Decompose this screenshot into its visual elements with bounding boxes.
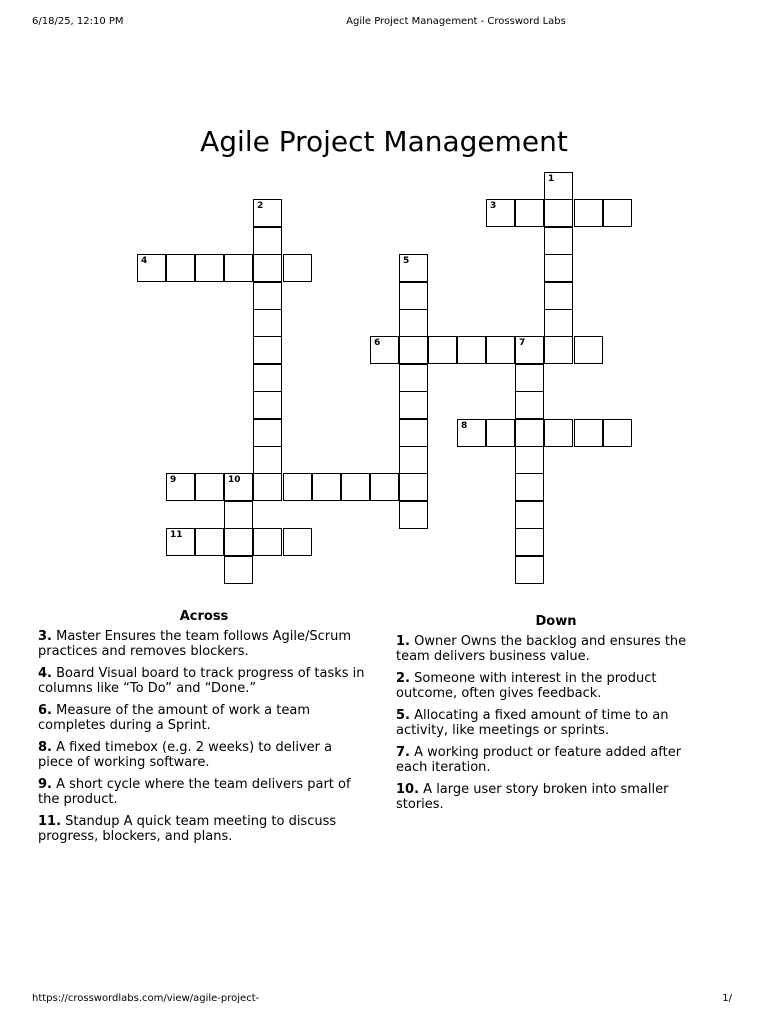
across-heading: Across bbox=[179, 609, 229, 624]
grid-cell[interactable] bbox=[399, 309, 428, 337]
grid-cell[interactable] bbox=[544, 254, 573, 282]
grid-cell[interactable] bbox=[515, 199, 544, 227]
grid-cell[interactable] bbox=[544, 336, 573, 364]
cell-number: 10 bbox=[228, 475, 241, 485]
grid-cell[interactable] bbox=[428, 336, 457, 364]
grid-cell[interactable] bbox=[544, 282, 573, 310]
clue-number: 10. bbox=[396, 782, 420, 797]
grid-cell[interactable] bbox=[515, 419, 544, 447]
grid-cell[interactable] bbox=[253, 309, 282, 337]
grid-cell[interactable] bbox=[253, 528, 282, 556]
clue-text: A fixed timebox (e.g. 2 weeks) to deliver a piece of working software. bbox=[38, 740, 333, 770]
grid-cell[interactable] bbox=[224, 528, 253, 556]
grid-cell-6[interactable] bbox=[370, 336, 399, 364]
print-footer-url: https://crosswordlabs.com/view/agile-project- bbox=[32, 993, 260, 1004]
grid-cell[interactable] bbox=[195, 254, 224, 282]
grid-cell[interactable] bbox=[399, 501, 428, 529]
grid-cell[interactable] bbox=[253, 282, 282, 310]
clue-down-5 bbox=[396, 708, 716, 738]
grid-cell[interactable] bbox=[224, 556, 253, 584]
grid-cell[interactable] bbox=[399, 364, 428, 392]
puzzle-title: Agile Project Management bbox=[200, 124, 568, 158]
cell-number: 11 bbox=[170, 530, 183, 540]
clue-down-2 bbox=[396, 671, 716, 701]
grid-cell[interactable] bbox=[253, 364, 282, 392]
cell-number: 2 bbox=[257, 201, 264, 211]
grid-cell-11[interactable] bbox=[166, 528, 195, 556]
clue-number: 11. bbox=[38, 814, 62, 829]
clue-number: 1. bbox=[396, 634, 410, 649]
grid-cell[interactable] bbox=[399, 282, 428, 310]
grid-cell[interactable] bbox=[341, 473, 370, 501]
down-clues bbox=[396, 614, 716, 819]
cell-number: 3 bbox=[490, 201, 497, 211]
clue-number: 7. bbox=[396, 745, 410, 760]
clue-text: Master Ensures the team follows Agile/Scrum practices and removes blockers. bbox=[38, 629, 352, 659]
grid-cell[interactable] bbox=[515, 473, 544, 501]
clue-down-1 bbox=[396, 634, 716, 664]
grid-cell[interactable] bbox=[603, 419, 632, 447]
grid-cell[interactable] bbox=[195, 528, 224, 556]
grid-cell-5[interactable] bbox=[399, 254, 428, 282]
grid-cell[interactable] bbox=[486, 336, 515, 364]
cell-number: 9 bbox=[170, 475, 177, 485]
grid-cell[interactable] bbox=[166, 254, 195, 282]
clue-across-3 bbox=[38, 629, 370, 659]
grid-cell[interactable] bbox=[283, 473, 312, 501]
clue-number: 5. bbox=[396, 708, 410, 723]
across-clues bbox=[38, 609, 370, 851]
grid-cell-10[interactable] bbox=[224, 473, 253, 501]
grid-cell[interactable] bbox=[515, 446, 544, 474]
clue-text: Board Visual board to track progress of tasks in columns like “To Do” and “Done.” bbox=[38, 666, 365, 696]
clue-number: 4. bbox=[38, 666, 52, 681]
clue-number: 9. bbox=[38, 777, 52, 792]
grid-cell[interactable] bbox=[515, 556, 544, 584]
grid-cell[interactable] bbox=[544, 419, 573, 447]
grid-cell[interactable] bbox=[253, 419, 282, 447]
grid-cell[interactable] bbox=[224, 501, 253, 529]
grid-cell[interactable] bbox=[283, 254, 312, 282]
grid-cell[interactable] bbox=[515, 501, 544, 529]
grid-cell-7[interactable] bbox=[515, 336, 544, 364]
grid-cell[interactable] bbox=[253, 391, 282, 419]
print-page-number: 1/ bbox=[722, 993, 732, 1004]
grid-cell[interactable] bbox=[574, 336, 603, 364]
cell-number: 1 bbox=[548, 174, 555, 184]
clue-across-8 bbox=[38, 740, 370, 770]
print-page-title: Agile Project Management - Crossword Labs bbox=[346, 16, 566, 27]
grid-cell-2[interactable] bbox=[253, 199, 282, 227]
grid-cell-1[interactable] bbox=[544, 172, 573, 200]
print-datetime: 6/18/25, 12:10 PM bbox=[32, 16, 124, 27]
clue-text: Measure of the amount of work a team completes during a Sprint. bbox=[38, 703, 311, 733]
clue-text: A short cycle where the team delivers part of the product. bbox=[38, 777, 351, 807]
cell-number: 7 bbox=[519, 338, 526, 348]
grid-cell[interactable] bbox=[253, 336, 282, 364]
grid-cell[interactable] bbox=[224, 254, 253, 282]
clue-across-11 bbox=[38, 814, 370, 844]
grid-cell[interactable] bbox=[457, 336, 486, 364]
grid-cell[interactable] bbox=[603, 199, 632, 227]
clue-text: Someone with interest in the product outcome, often gives feedback. bbox=[396, 671, 657, 701]
grid-cell[interactable] bbox=[544, 199, 573, 227]
grid-cell[interactable] bbox=[195, 473, 224, 501]
clue-text: A large user story broken into smaller stories. bbox=[396, 782, 669, 812]
grid-cell[interactable] bbox=[399, 336, 428, 364]
grid-cell[interactable] bbox=[574, 419, 603, 447]
clue-text: Standup A quick team meeting to discuss progress, blockers, and plans. bbox=[38, 814, 337, 844]
grid-cell-3[interactable] bbox=[486, 199, 515, 227]
grid-cell[interactable] bbox=[544, 309, 573, 337]
cell-number: 5 bbox=[403, 256, 410, 266]
grid-cell[interactable] bbox=[283, 528, 312, 556]
clue-number: 2. bbox=[396, 671, 410, 686]
clue-number: 8. bbox=[38, 740, 52, 755]
cell-number: 4 bbox=[141, 256, 148, 266]
grid-cell[interactable] bbox=[312, 473, 341, 501]
clue-text: Allocating a fixed amount of time to an activity, like meetings or sprints. bbox=[396, 708, 669, 738]
grid-cell[interactable] bbox=[574, 199, 603, 227]
clue-across-4 bbox=[38, 666, 370, 696]
grid-cell[interactable] bbox=[544, 227, 573, 255]
grid-cell[interactable] bbox=[399, 419, 428, 447]
grid-cell[interactable] bbox=[253, 254, 282, 282]
grid-cell[interactable] bbox=[370, 473, 399, 501]
cell-number: 6 bbox=[374, 338, 381, 348]
grid-cell-4[interactable] bbox=[137, 254, 166, 282]
cell-number: 8 bbox=[461, 421, 468, 431]
grid-cell[interactable] bbox=[399, 473, 428, 501]
grid-cell[interactable] bbox=[515, 528, 544, 556]
clue-down-10 bbox=[396, 782, 716, 812]
grid-cell[interactable] bbox=[486, 419, 515, 447]
grid-cell[interactable] bbox=[399, 446, 428, 474]
clue-number: 3. bbox=[38, 629, 52, 644]
clue-text: Owner Owns the backlog and ensures the team delivers business value. bbox=[396, 634, 687, 664]
grid-cell[interactable] bbox=[253, 473, 282, 501]
clue-number: 6. bbox=[38, 703, 52, 718]
grid-cell-8[interactable] bbox=[457, 419, 486, 447]
clue-down-7 bbox=[396, 745, 716, 775]
grid-cell[interactable] bbox=[515, 364, 544, 392]
clue-across-9 bbox=[38, 777, 370, 807]
down-heading: Down bbox=[535, 614, 577, 629]
grid-cell[interactable] bbox=[253, 446, 282, 474]
grid-cell[interactable] bbox=[253, 227, 282, 255]
grid-cell[interactable] bbox=[399, 391, 428, 419]
grid-cell-9[interactable] bbox=[166, 473, 195, 501]
grid-cell[interactable] bbox=[515, 391, 544, 419]
clue-text: A working product or feature added after each iteration. bbox=[396, 745, 682, 775]
clue-across-6 bbox=[38, 703, 370, 733]
